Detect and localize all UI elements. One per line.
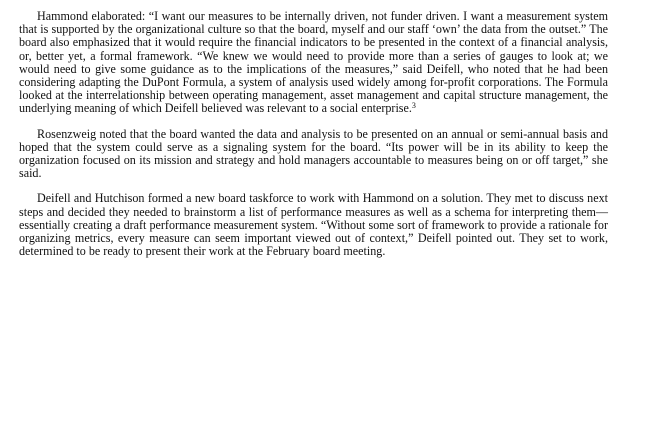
paragraph-2-text: Rosenzweig noted that the board wanted the data and analysis to be presented on an annual or semi-annual basis and hoped that the system could serve as a signaling system for the board. “Its power will be in its ability to keep the organization focused on its mission and strategy and hold managers accountable to measures being on or off target,” she said. [19,126,608,181]
paragraph-3 [19,192,608,258]
footnote-ref-3: 3 [411,101,416,111]
paragraph-2 [19,128,608,181]
paragraph-1 [19,10,608,116]
document-body [19,10,608,270]
paragraph-3-text: Deifell and Hutchison formed a new board taskforce to work with Hammond on a solution. They met to discuss next steps and decided they needed to brainstorm a list of performance measures as well as a schema for interpreting them—essentially creating a draft performance measurement system. “Without some sort of framework to provide a rationale for organizing metrics, every measure can seem important viewed out of context,” Deifell pointed out. They set to work, determined to be ready to present their work at the February board meeting. [19,191,608,259]
paragraph-1-text: Hammond elaborated: “I want our measures to be internally driven, not funder driven. I want a measurement system that is supported by the organizational culture so that the board, myself and our staff ‘own’ the data from the outset.” The board also emphasized that it would require the financial indicators to be presented in the context of a financial analysis, or, better yet, a formal framework. “We knew we would need to provide more than a series of gauges to look at; we would need to give some guidance as to the implications of the measures,” said Deifell, who noted that he had been considering adapting the DuPont Formula, a system of analysis used widely among for-profit corporations. The Formula looked at the interrelationship between operating management, asset management and capital structure management, the underlying meaning of which Deifell believed was relevant to a social enterprise. [19,9,608,116]
